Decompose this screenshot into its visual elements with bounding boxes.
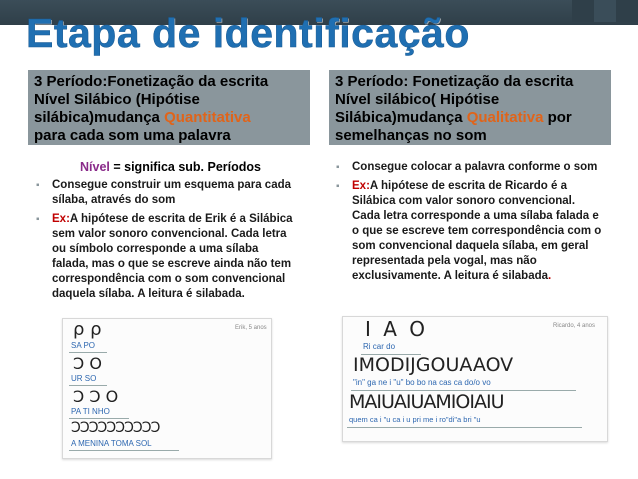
right-head-line1: 3 Período: Fonetização da escrita: [335, 73, 574, 90]
list-item: [334, 160, 604, 175]
divider: [69, 352, 107, 353]
handwriting-row: ϽϽϽϽϽϽϽϽϽϽ: [71, 420, 160, 436]
right-bullet1-text: Consegue colocar a palavra conforme o som: [352, 161, 598, 173]
window-control-maximize[interactable]: [594, 0, 616, 22]
right-head-line3: [335, 109, 605, 127]
handwriting-row: I A O: [365, 317, 429, 341]
subtitle-note: [80, 160, 261, 174]
nivel-word: Nível: [80, 160, 110, 174]
right-column-header: [329, 70, 611, 145]
right-bullet2-end: .: [548, 270, 552, 282]
handwriting-caption: "in" ga ne i "u" bo bo na cas ca do/o vo: [353, 378, 491, 387]
divider: [347, 427, 582, 428]
handwriting-row: MAIUAIUAMIOIAIU: [349, 391, 504, 413]
left-ex-label: Ex:: [52, 213, 70, 225]
handwriting-caption: UR SO: [71, 374, 97, 383]
left-bullet1-text: Consegue construir um esquema para cada sílaba, através do som: [52, 179, 292, 206]
sample-stamp: Ricardo, 4 anos: [553, 323, 596, 329]
divider: [69, 450, 179, 451]
erik-writing-sample: [62, 318, 272, 459]
left-bullet-list: [34, 178, 296, 306]
handwriting-caption: SA PO: [71, 341, 96, 350]
list-item: [34, 178, 296, 208]
left-head-line3: [34, 109, 304, 127]
quantitativa-highlight: Quantitativa: [164, 109, 251, 126]
handwriting-row: ρ ρ: [73, 319, 102, 340]
divider: [69, 385, 107, 386]
right-head-line4: semelhanças no som: [335, 127, 487, 144]
left-head-line1: 3 Período:Fonetização da escrita: [34, 73, 269, 90]
window-control-close[interactable]: [616, 0, 638, 22]
right-bullet2-text: A hipótese de escrita de Ricardo é a Silábica com valor sonoro convencional. Cada letra corresponde a uma sílaba falada e o que se escreve tem correspondência com o som convencional daquela sílaba, em geral representada pela vogal, mas não exclusivamente. A leitura é silabada: [352, 180, 602, 282]
handwriting-caption: PA TI NHO: [71, 407, 110, 416]
window-control-minimize[interactable]: [572, 0, 594, 22]
handwriting-caption: quem ca i "u ca i u pri me i ro"di"a bri "u: [349, 415, 481, 424]
handwriting-row: IMODIJGOUAAOV: [353, 354, 514, 376]
right-bullet-list: [334, 160, 604, 288]
right-head-line3-c: por: [543, 109, 572, 126]
right-head-line3-a: Silábica)mudança: [335, 109, 467, 126]
sample-stamp: Erik, 5 anos: [235, 325, 267, 331]
handwriting-row: Ͻ Ͻ Ο: [73, 387, 119, 406]
left-head-line4: para cada som uma palavra: [34, 127, 231, 144]
list-item: [34, 212, 296, 302]
qualitativa-highlight: Qualitativa: [466, 109, 544, 126]
ricardo-writing-sample: [342, 316, 608, 442]
handwriting-caption: Ri car do: [363, 342, 396, 351]
subtitle-rest: = significa sub. Períodos: [109, 160, 261, 174]
right-head-line2: Nível silábico( Hipótise: [335, 91, 500, 108]
divider: [69, 418, 129, 419]
handwriting-caption: A MENINA TOMA SOL: [71, 439, 152, 448]
slide-title: Etapa de identificação: [26, 10, 470, 56]
left-head-line2: Nível Silábico (Hipótise: [34, 91, 200, 108]
left-bullet2-text: A hipótese de escrita de Erik é a Silábica sem valor sonoro convencional. Cada letra ou símbolo corresponde a uma sílaba falada, mas o que se escreve ainda não tem correspondência com o som convencional daquela sílaba. A leitura é silabada.: [52, 213, 293, 300]
handwriting-row: Ͻ Ο: [73, 354, 102, 373]
right-ex-label: Ex:: [352, 180, 370, 192]
left-head-line3-a: silábica)mudança: [34, 109, 165, 126]
list-item: [334, 179, 604, 284]
left-column-header: [28, 70, 310, 145]
